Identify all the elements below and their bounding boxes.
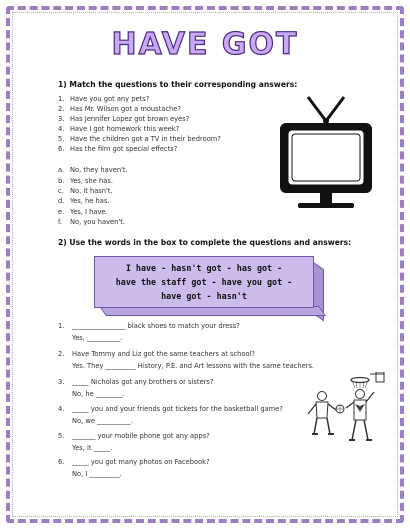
exercise-number: 6. — [58, 458, 65, 466]
question-text: Have you got any pets? — [70, 95, 150, 103]
question-number: 3. — [58, 115, 65, 123]
exercise-2 — [58, 350, 255, 358]
word-box-line-2: have the staff got - have you got - — [115, 277, 293, 287]
exercise-5-answer: Yes, it _____. — [72, 444, 113, 452]
question-text: Have I got homework this week? — [70, 125, 180, 133]
answer-letter: f. — [58, 218, 62, 226]
exercise-text: Have Tommy and Liz got the same teachers at school? — [72, 350, 255, 358]
exercise-4 — [58, 405, 283, 413]
exercise-text: ________________ black shoes to match your dress? — [72, 322, 240, 330]
section2-heading: 2) Use the words in the box to complete the questions and answers: — [58, 238, 352, 247]
question-4 — [58, 125, 179, 133]
exercise-3-answer: No, he ________. — [72, 390, 125, 398]
exercise-text: _____ you and your friends got tickets for the basketball game? — [72, 405, 283, 413]
exercise-text: _______ your mobile phone got any apps? — [72, 432, 210, 440]
section1-heading: 1) Match the questions to their corresponding answers: — [58, 80, 298, 89]
question-number: 1. — [58, 95, 65, 103]
answer-e — [58, 208, 108, 216]
exercise-3 — [58, 378, 213, 386]
exercise-6-answer: No, I _________. — [72, 470, 122, 478]
exercise-number: 3. — [58, 378, 65, 386]
answer-f — [58, 218, 125, 226]
word-box-line-3: have got - hasn't — [161, 291, 247, 301]
exercise-text: _____ you got many photos on Facebook? — [72, 458, 210, 466]
question-number: 5. — [58, 135, 65, 143]
exercise-text: _____ Nicholas got any brothers or sisters? — [72, 378, 214, 386]
exercise-1-answer: Yes, __________. — [72, 334, 123, 342]
answer-letter: e. — [58, 208, 65, 216]
worksheet-title: HAVE GOT — [111, 27, 299, 62]
answer-text: No, it hasn't. — [70, 187, 113, 195]
answer-b — [58, 177, 113, 185]
answer-letter: a. — [58, 166, 65, 174]
question-5 — [58, 135, 221, 143]
exercise-number: 1. — [58, 322, 65, 330]
word-box-line-1: I have - hasn't got - has got - — [125, 263, 283, 273]
answer-letter: b. — [58, 177, 65, 185]
question-2 — [58, 105, 181, 113]
question-number: 6. — [58, 145, 65, 153]
answer-d — [58, 197, 109, 205]
answer-text: Yes, he has. — [70, 197, 110, 205]
question-text: Has the film got special effects? — [70, 145, 178, 153]
question-6 — [58, 145, 177, 153]
word-box-face — [94, 256, 314, 308]
question-text: Has Mr. Wilson got a moustache? — [70, 105, 181, 113]
exercise-4-answer: No, we __________. — [72, 417, 133, 425]
answer-c — [58, 187, 113, 195]
answer-a — [58, 166, 128, 174]
question-text: Have the children got a TV in their bedroom? — [70, 135, 221, 143]
answer-text: No, they haven't. — [70, 166, 128, 174]
television-icon — [278, 95, 374, 219]
exercise-1 — [58, 322, 240, 330]
basketball-players-illustration — [300, 372, 386, 448]
answer-text: No, you haven't. — [70, 218, 125, 226]
word-box — [94, 256, 322, 318]
answer-letter: d. — [58, 197, 65, 205]
answer-letter: c. — [58, 187, 64, 195]
question-1 — [58, 95, 149, 103]
question-number: 4. — [58, 125, 65, 133]
answer-text: Yes, I have. — [70, 208, 108, 216]
exercise-5 — [58, 432, 210, 440]
exercise-6 — [58, 458, 210, 466]
question-number: 2. — [58, 105, 65, 113]
exercise-number: 2. — [58, 350, 65, 358]
exercise-number: 5. — [58, 432, 65, 440]
exercise-2-answer: Yes. They _________ History, P.E. and Art lessons with the same teachers. — [72, 362, 315, 370]
exercise-number: 4. — [58, 405, 65, 413]
question-3 — [58, 115, 189, 123]
question-text: Has Jennifer Lopez got brown eyes? — [70, 115, 190, 123]
answer-text: Yes, she has. — [70, 177, 113, 185]
